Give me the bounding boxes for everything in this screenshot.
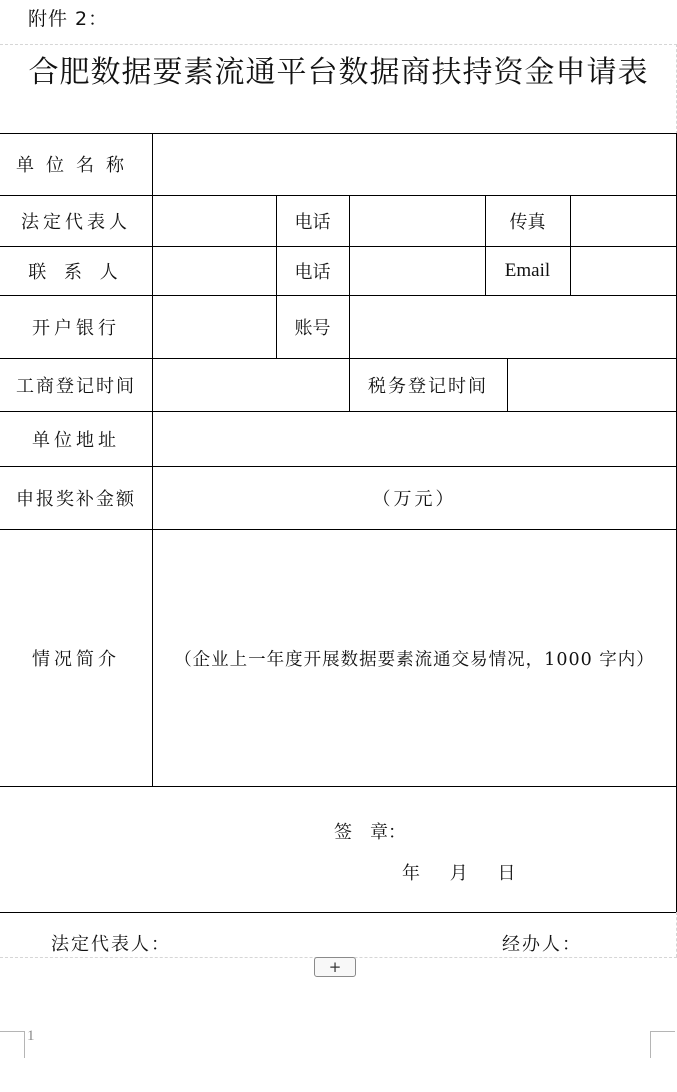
fax-label: 传真 [509, 211, 546, 233]
contact-field[interactable] [153, 247, 276, 295]
email-field[interactable] [571, 247, 676, 295]
contact-label: 联 系 人 [28, 261, 124, 283]
page-number: 1 [27, 1028, 35, 1044]
legal-rep-signature-label: 法定代表人： [51, 934, 171, 955]
amount-field[interactable]: （万元） [372, 489, 457, 510]
row-divider [0, 786, 677, 787]
account-field[interactable] [350, 296, 676, 358]
legal-rep-phone-field[interactable] [350, 196, 485, 246]
seal-label: 签 章： [334, 822, 406, 843]
tax-reg-label: 税务登记时间 [368, 375, 488, 397]
table-border-bottom [0, 912, 677, 913]
bank-label: 开户银行 [32, 317, 120, 339]
intro-label: 情况简介 [32, 648, 120, 670]
legal-rep-field[interactable] [153, 196, 276, 246]
add-row-button[interactable]: + [314, 957, 356, 977]
business-reg-label: 工商登记时间 [16, 375, 136, 397]
tax-reg-field[interactable] [508, 359, 676, 411]
crop-mark-left [0, 1031, 25, 1058]
legal-rep-phone-label: 电话 [294, 211, 331, 233]
handler-signature-label: 经办人： [502, 934, 582, 955]
address-field[interactable] [153, 412, 676, 466]
crop-mark-right [650, 1031, 675, 1058]
email-label: Email [504, 259, 551, 281]
fax-field[interactable] [571, 196, 676, 246]
bank-field[interactable] [153, 296, 276, 358]
unit-name-label: 单位名称 [16, 155, 136, 176]
account-label: 账号 [294, 317, 331, 339]
contact-phone-field[interactable] [350, 247, 485, 295]
page-top-guide [0, 44, 677, 45]
unit-name-field[interactable] [153, 134, 676, 195]
contact-phone-label: 电话 [294, 261, 331, 283]
intro-field[interactable]: （企业上一年度开展数据要素流通交易情况，1000 字内） [174, 649, 655, 670]
address-label: 单位地址 [32, 429, 120, 451]
form-title: 合肥数据要素流通平台数据商扶持资金申请表 [28, 55, 649, 90]
date-label: 年 月 日 [402, 863, 518, 884]
attachment-label: 附件 2： [28, 8, 109, 30]
business-reg-field[interactable] [153, 359, 349, 411]
legal-rep-label: 法定代表人 [21, 211, 131, 233]
amount-label: 申报奖补金额 [16, 488, 136, 510]
